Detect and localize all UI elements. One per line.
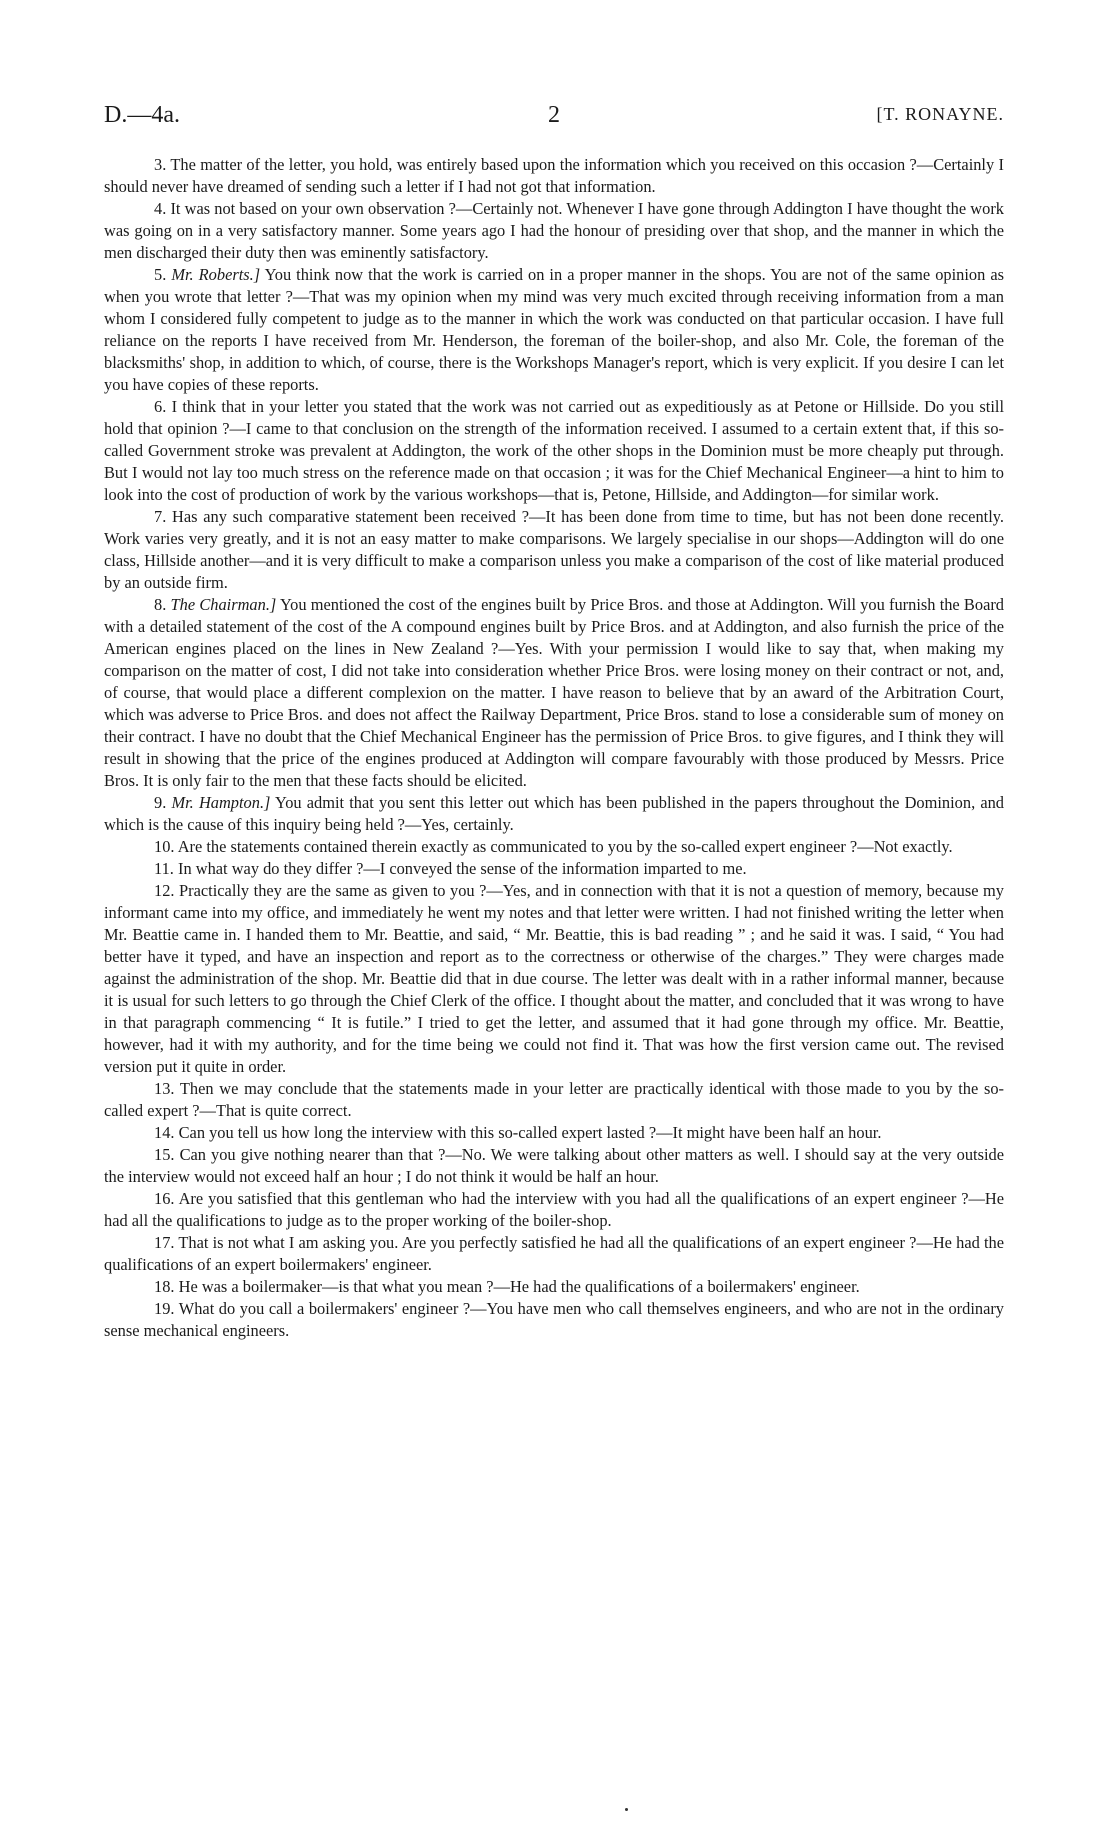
paragraph-text: In what way do they differ ?—I conveyed the sense of the information imparted to me. — [178, 859, 747, 878]
footer-dot — [625, 1808, 628, 1811]
paragraph-3 — [104, 154, 1004, 198]
paragraph-19 — [104, 1298, 1004, 1342]
page-header — [104, 102, 1004, 134]
paragraph-text: That is not what I am asking you. Are you perfectly satisfied he had all the qualifications of an expert engineer ?—He had the qualifications of an expert boilermakers' engineer. — [104, 1233, 1004, 1274]
speaker-label: The Chairman.] — [170, 595, 277, 614]
paragraph-4 — [104, 198, 1004, 264]
document-reference: D.—4a. — [104, 102, 180, 128]
speaker-label: Mr. Hampton.] — [171, 793, 271, 812]
paragraph-14 — [104, 1122, 1004, 1144]
paragraph-13 — [104, 1078, 1004, 1122]
paragraph-number: 16. — [154, 1189, 175, 1208]
paragraph-number: 18. — [154, 1277, 175, 1296]
paragraph-17 — [104, 1232, 1004, 1276]
paragraph-number: 10. — [154, 837, 175, 856]
paragraph-number: 5. — [154, 265, 167, 284]
paragraph-number: 15. — [154, 1145, 175, 1164]
paragraph-number: 6. — [154, 397, 167, 416]
paragraph-7 — [104, 506, 1004, 594]
paragraph-number: 14. — [154, 1123, 175, 1142]
paragraph-text: You admit that you sent this letter out which has been published in the papers throughout the Dominion, and which is the cause of this inquiry being held ?—Yes, certainly. — [104, 793, 1004, 834]
paragraph-text: Can you give nothing nearer than that ?—No. We were talking about other matters as well. I should say at the very outside the interview would not exceed half an hour ; I do not think it would be half an hour. — [104, 1145, 1004, 1186]
paragraph-text: Then we may conclude that the statements made in your letter are practically identical with those made to you by the so-called expert ?—That is quite correct. — [104, 1079, 1004, 1120]
paragraph-number: 3. — [154, 155, 167, 174]
paragraph-number: 8. — [154, 595, 167, 614]
paragraph-8 — [104, 594, 1004, 792]
paragraph-number: 4. — [154, 199, 167, 218]
paragraph-number: 7. — [154, 507, 167, 526]
paragraph-number: 11. — [154, 859, 174, 878]
paragraph-text: He was a boilermaker—is that what you mean ?—He had the qualifications of a boilermakers' engineer. — [178, 1277, 860, 1296]
speaker-label: Mr. Roberts.] — [171, 265, 261, 284]
page-number: 2 — [548, 102, 560, 128]
paragraph-5 — [104, 264, 1004, 396]
paragraph-number: 12. — [154, 881, 175, 900]
paragraph-text: You mentioned the cost of the engines built by Price Bros. and those at Addington. Will you furnish the Board with a detailed statement of the cost of the A compound engines built by Price Bros. and at Addington, and also furnish the price of the American engines placed on the lines in New Zealand ?—Yes. With your permission I would like to say that, when making my comparison on the matter of cost, I did not take into consideration whether Price Bros. were losing money on their contract or not, and, of course, that would place a different complexion on the matter. I have reason to believe that by an award of the Arbitration Court, which was adverse to Price Bros. and does not affect the Railway Department, Price Bros. stand to lose a considerable sum of money on their contract. I have no doubt that the Chief Mechanical Engineer has the permission of Price Bros. to give figures, and I think they will result in showing that the price of the engines produced at Addington will compare favourably with those produced by Messrs. Price Bros. It is only fair to the men that these facts should be elicited. — [104, 595, 1004, 790]
paragraph-9 — [104, 792, 1004, 836]
paragraph-10 — [104, 836, 1004, 858]
paragraph-11 — [104, 858, 1004, 880]
paragraph-text: Are the statements contained therein exactly as communicated to you by the so-called expert engineer ?—Not exactly. — [177, 837, 953, 856]
paragraph-text: It was not based on your own observation ?—Certainly not. Whenever I have gone through Addington I have thought the work was going on in a very satisfactory manner. Some years ago I had the honour of presiding over that shop, and the manner in which the men discharged their duty then was eminently satisfactory. — [104, 199, 1004, 262]
paragraph-number: 9. — [154, 793, 167, 812]
paragraph-text: You think now that the work is carried on in a proper manner in the shops. You are not of the same opinion as when you wrote that letter ?—That was my opinion when my mind was very much excited through receiving information from a man whom I considered fully competent to judge as to the manner in which the work was conducted on that particular occasion. I have full reliance on the reports I have received from Mr. Henderson, the foreman of the boiler-shop, and also Mr. Cole, the foreman of the blacksmiths' shop, in addition to which, of course, there is the Workshops Manager's report, which is very explicit. If you desire I can let you have copies of these reports. — [104, 265, 1004, 394]
paragraph-number: 17. — [154, 1233, 175, 1252]
paragraph-text: What do you call a boilermakers' engineer ?—You have men who call themselves engineers, and who are not in the ordinary sense mechanical engineers. — [104, 1299, 1004, 1340]
paragraph-text: Practically they are the same as given to you ?—Yes, and in connection with that it is not a question of memory, because my informant came into my office, and immediately he went my notes and that letter were written. I had not finished writing the letter when Mr. Beattie came in. I handed them to Mr. Beattie, and said, “ Mr. Beattie, this is bad reading ” ; and he said it was. I said, “ You had better have it typed, and have an inspection and report as to the correctness or otherwise of the charges.” They were charges made against the administration of the shop. Mr. Beattie did that in due course. The letter was dealt with in a rather informal manner, because it is usual for such letters to go through the Chief Clerk of the office. I thought about the matter, and concluded that it was wrong to have in that paragraph commencing “ It is futile.” I tried to get the letter, and assumed that it had gone through my office. Mr. Beattie, however, had it with my authority, and for the time being we could not find it. That was how the first version came out. The revised version put it quite in order. — [104, 881, 1004, 1076]
paragraph-text: Has any such comparative statement been received ?—It has been done from time to time, but has not been done recently. Work varies very greatly, and it is not an easy matter to make comparisons. We largely specialise in our shops—Addington will do one class, Hillside another—and it is very difficult to make a comparison unless you make a comparison of the cost of like material produced by an outside firm. — [104, 507, 1004, 592]
paragraph-12 — [104, 880, 1004, 1078]
paragraph-text: Can you tell us how long the interview with this so-called expert lasted ?—It might have been half an hour. — [178, 1123, 882, 1142]
paragraph-16 — [104, 1188, 1004, 1232]
paragraph-text: Are you satisfied that this gentleman who had the interview with you had all the qualifications of an expert engineer ?—He had all the qualifications to judge as to the proper working of the boiler-shop. — [104, 1189, 1005, 1230]
paragraph-number: 19. — [154, 1299, 175, 1318]
paragraph-18 — [104, 1276, 1004, 1298]
paragraph-number: 13. — [154, 1079, 175, 1098]
paragraph-text: I think that in your letter you stated that the work was not carried out as expeditiously as at Petone or Hillside. Do you still hold that opinion ?—I came to that conclusion on the strength of the information received. I assumed to a certain extent that, if this so-called Government stroke was prevalent at Addington, the work of the other shops in the Dominion must be more cheaply put through. But I would not lay too much stress on the reference made on that occasion ; it was for the Chief Mechanical Engineer—a hint to him to look into the cost of production of work by the various workshops—that is, Petone, Hillside, and Addington—for similar work. — [104, 397, 1004, 504]
witness-name: [T. RONAYNE. — [876, 104, 1004, 124]
document-body — [104, 154, 1004, 1342]
paragraph-6 — [104, 396, 1004, 506]
paragraph-text: The matter of the letter, you hold, was entirely based upon the information which you received on this occasion ?—Certainly I should never have dreamed of sending such a letter if I had not got that information. — [104, 155, 1004, 196]
paragraph-15 — [104, 1144, 1004, 1188]
